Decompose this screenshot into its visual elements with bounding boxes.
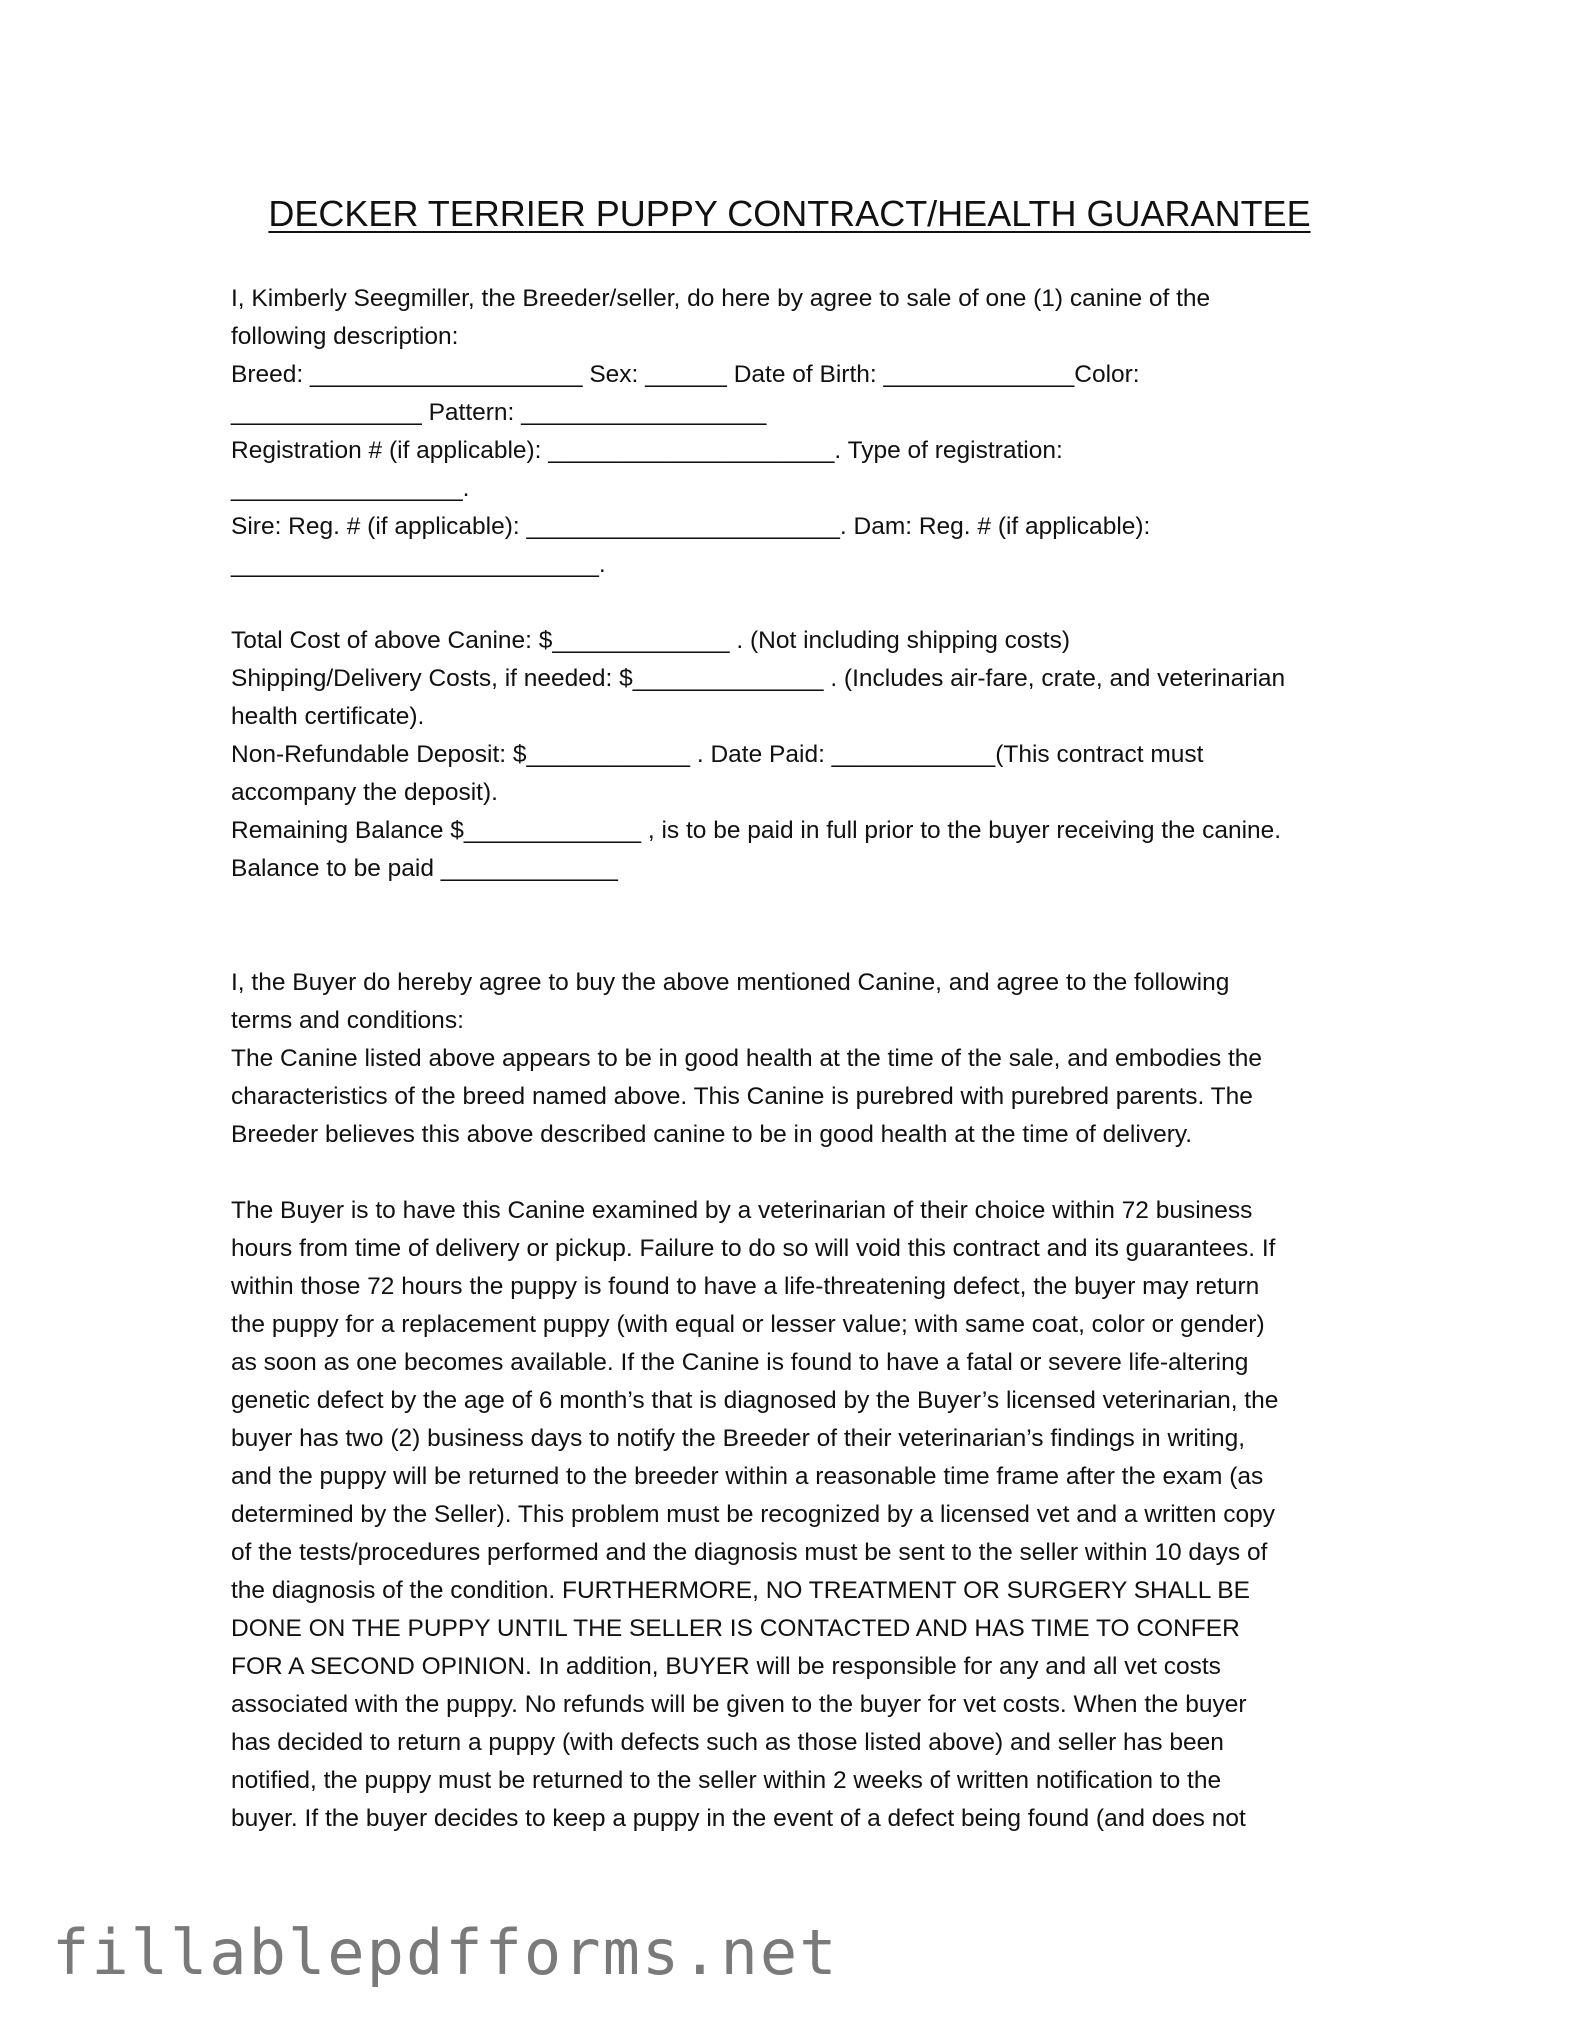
- text-line: DONE ON THE PUPPY UNTIL THE SELLER IS CONTACTED AND HAS TIME TO CONFER: [231, 1615, 1240, 1642]
- text-line: hours from time of delivery or pickup. Failure to do so will void this contract and its guarantees. If: [231, 1235, 1276, 1262]
- text-line: health certificate).: [231, 703, 425, 730]
- text-line: FOR A SECOND OPINION. In addition, BUYER will be responsible for any and all vet costs: [231, 1653, 1221, 1680]
- text-line: following description:: [231, 323, 459, 350]
- text-line: characteristics of the breed named above. This Canine is purebred with purebred parents. The: [231, 1083, 1253, 1110]
- text-line: Total Cost of above Canine: $_____________ . (Not including shipping costs): [231, 627, 1070, 654]
- text-line: Non-Refundable Deposit: $____________ . Date Paid: ____________(This contract must: [231, 741, 1204, 768]
- text-line: as soon as one becomes available. If the Canine is found to have a fatal or severe life-altering: [231, 1349, 1249, 1376]
- text-line: Shipping/Delivery Costs, if needed: $______________ . (Includes air-fare, crate, and veterinarian: [231, 665, 1286, 692]
- text-line: accompany the deposit).: [231, 779, 498, 806]
- document-title: DECKER TERRIER PUPPY CONTRACT/HEALTH GUARANTEE: [268, 193, 1311, 234]
- text-line: notified, the puppy must be returned to the seller within 2 weeks of written notification to the: [231, 1767, 1222, 1794]
- text-line: has decided to return a puppy (with defects such as those listed above) and seller has been: [231, 1729, 1224, 1756]
- text-line: The Canine listed above appears to be in good health at the time of the sale, and embodies the: [231, 1045, 1263, 1072]
- text-line: I, Kimberly Seegmiller, the Breeder/seller, do here by agree to sale of one (1) canine of the: [231, 285, 1211, 312]
- text-line: ___________________________.: [231, 551, 606, 578]
- text-line: the puppy for a replacement puppy (with equal or lesser value; with same coat, color or gender): [231, 1311, 1265, 1338]
- text-line: genetic defect by the age of 6 month’s that is diagnosed by the Buyer’s licensed veterinarian, the: [231, 1387, 1279, 1414]
- text-line: terms and conditions:: [231, 1007, 464, 1034]
- site-watermark: fillablepdfforms.net: [52, 1916, 839, 1989]
- text-line: _________________.: [231, 475, 470, 502]
- text-line: buyer. If the buyer decides to keep a puppy in the event of a defect being found (and does not: [231, 1805, 1246, 1832]
- text-line: I, the Buyer do hereby agree to buy the above mentioned Canine, and agree to the following: [231, 969, 1230, 996]
- text-line: buyer has two (2) business days to notify the Breeder of their veterinarian’s findings in writing,: [231, 1425, 1246, 1452]
- text-line: Breed: ____________________ Sex: ______ Date of Birth: ______________Color:: [231, 361, 1140, 388]
- text-line: Sire: Reg. # (if applicable): _______________________. Dam: Reg. # (if applicable):: [231, 513, 1151, 540]
- text-line: within those 72 hours the puppy is found to have a life-threatening defect, the buyer may return: [231, 1273, 1260, 1300]
- text-line: Breeder believes this above described canine to be in good health at the time of delivery.: [231, 1121, 1193, 1148]
- text-line: The Buyer is to have this Canine examined by a veterinarian of their choice within 72 business: [231, 1197, 1253, 1224]
- text-line: of the tests/procedures performed and the diagnosis must be sent to the seller within 10 days of: [231, 1539, 1268, 1566]
- text-line: Remaining Balance $_____________ , is to be paid in full prior to the buyer receiving the canine.: [231, 817, 1282, 844]
- text-line: the diagnosis of the condition. FURTHERMORE, NO TREATMENT OR SURGERY SHALL BE: [231, 1577, 1250, 1604]
- text-line: Balance to be paid _____________: [231, 855, 618, 882]
- text-line: and the puppy will be returned to the breeder within a reasonable time frame after the exam (as: [231, 1463, 1264, 1490]
- text-line: ______________ Pattern: __________________: [231, 399, 767, 426]
- text-line: associated with the puppy. No refunds will be given to the buyer for vet costs. When the buyer: [231, 1691, 1247, 1718]
- text-line: determined by the Seller). This problem must be recognized by a licensed vet and a written copy: [231, 1501, 1276, 1528]
- text-line: Registration # (if applicable): _____________________. Type of registration:: [231, 437, 1063, 464]
